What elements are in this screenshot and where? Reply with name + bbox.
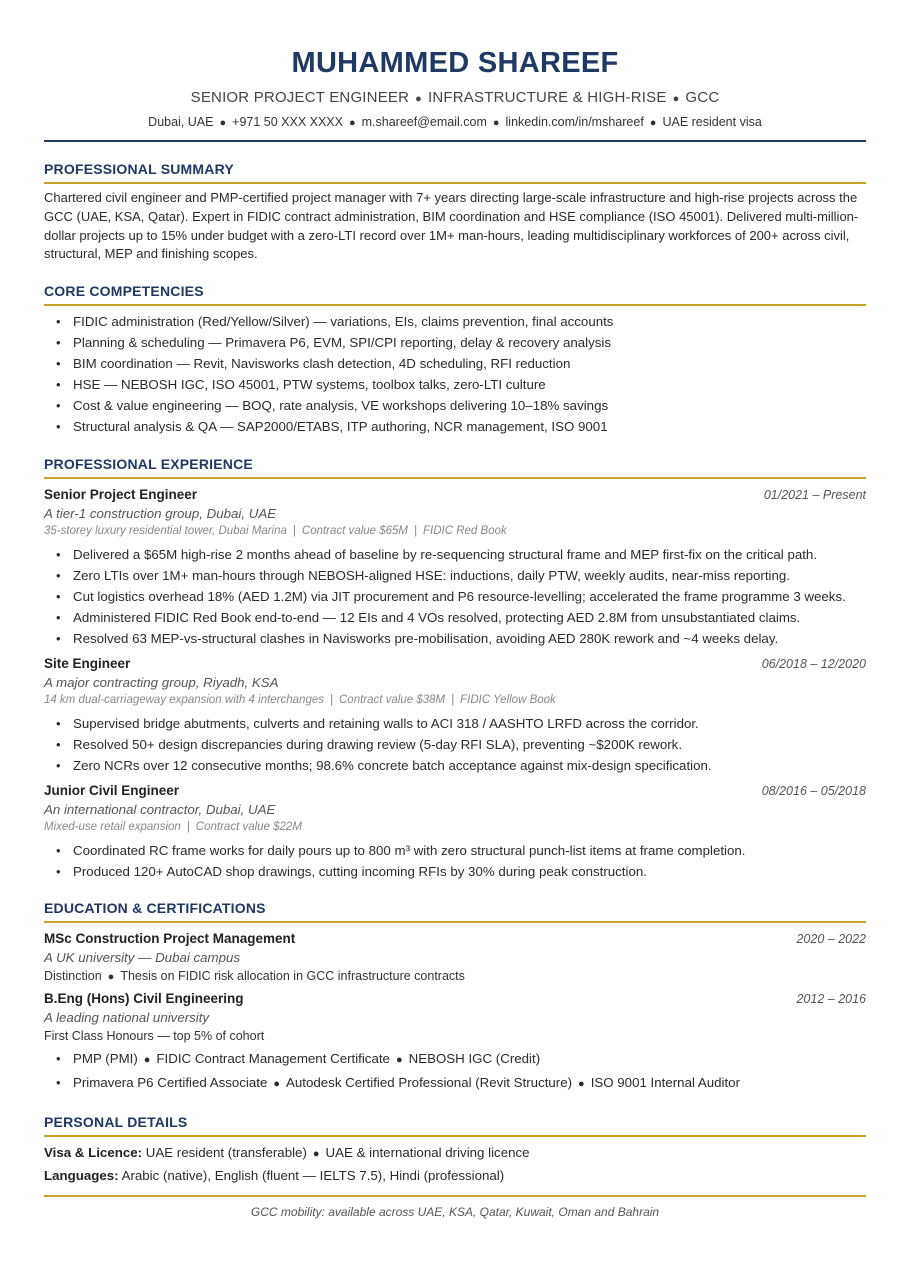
- section-title-competencies: CORE COMPETENCIES: [44, 282, 866, 306]
- separator-dot: ●: [273, 1078, 281, 1091]
- summary-text: Chartered civil engineer and PMP-certified project manager with 7+ years directing large-scale infrastructure and high-rise projects across the GCC (UAE, KSA, Qatar). Expert in FIDIC contract administration, BIM coordination and HSE compliance (ISO 45001). Delivered multi-million-dollar projects up to 15% under budget with a zero-LTI record over 1M+ man-hours, leading multidisciplinary workforces of 200+ across civil, structural, MEP and finishing scopes.: [44, 190, 859, 262]
- section-title-education: EDUCATION & CERTIFICATIONS: [44, 899, 866, 923]
- certification: FIDIC Contract Management Certificate: [156, 1051, 390, 1067]
- job-meta-project: 14 km dual-carriageway expansion with 4 interchanges: [44, 694, 324, 707]
- separator-pipe: |: [292, 525, 296, 538]
- job-entry: [44, 654, 866, 775]
- degree-notes: [44, 967, 866, 987]
- job-dates: 06/2018 – 12/2020: [761, 657, 866, 672]
- job-bullets: [44, 841, 866, 881]
- separator-dot: ●: [649, 117, 657, 129]
- job-meta: [44, 523, 866, 540]
- job-bullets: [44, 714, 866, 775]
- separator-pipe: |: [414, 525, 418, 538]
- degree-note: First Class Honours — top 5% of cohort: [44, 1029, 265, 1044]
- certification: Primavera P6 Certified Associate: [73, 1075, 268, 1091]
- separator-dot: ●: [578, 1078, 585, 1091]
- list-item: [44, 1072, 866, 1095]
- job-header: [44, 654, 866, 673]
- separator-pipe: |: [451, 694, 455, 707]
- list-item: • Produced 120+ AutoCAD shop drawings, cutting incoming RFIs by 30% during peak construction.: [44, 862, 866, 881]
- list-item: [44, 1048, 866, 1071]
- degree-note: Distinction: [44, 969, 102, 984]
- list-item: • Delivered a $65M high-rise 2 months ahead of baseline by re-sequencing structural frame and MEP first-fix on the critical path.: [44, 545, 866, 564]
- separator-pipe: |: [330, 694, 333, 707]
- certification: PMP (PMI): [73, 1051, 138, 1067]
- contact-phone: +971 50 XXX XXXX: [232, 115, 343, 129]
- languages-label: Languages:: [44, 1168, 119, 1184]
- degree-note: Thesis on FIDIC risk allocation in GCC infrastructure contracts: [120, 969, 465, 984]
- tagline-role: SENIOR PROJECT ENGINEER: [190, 89, 410, 106]
- job-header: [44, 781, 866, 800]
- degree-dates: 2012 – 2016: [796, 992, 866, 1007]
- section-title-personal: PERSONAL DETAILS: [44, 1113, 866, 1137]
- job-entry: [44, 781, 866, 881]
- visa-item: UAE resident (transferable): [145, 1145, 307, 1161]
- separator-dot: ●: [219, 117, 227, 129]
- separator-dot: ●: [415, 93, 423, 105]
- certification: Autodesk Certified Professional (Revit Structure): [286, 1075, 573, 1091]
- job-entry: [44, 485, 866, 648]
- degree-notes: [44, 1027, 866, 1046]
- certification: ISO 9001 Internal Auditor: [590, 1075, 741, 1091]
- resume-page: [44, 0, 866, 1219]
- job-dates: 01/2021 – Present: [763, 488, 866, 503]
- job-title: Senior Project Engineer: [44, 487, 198, 503]
- languages-row: [44, 1165, 866, 1186]
- list-item: • Cut logistics overhead 18% (AED 1.2M) via JIT procurement and P6 resource-levelling; accelerated the frame programme 3 weeks.: [44, 587, 866, 606]
- section-title-experience: PROFESSIONAL EXPERIENCE: [44, 455, 866, 479]
- job-bullets: [44, 545, 866, 648]
- separator-dot: ●: [107, 971, 115, 984]
- job-meta-value: Contract value $65M: [301, 525, 409, 538]
- degree-entry: [44, 929, 866, 987]
- list-item: • Administered FIDIC Red Book end-to-end — 12 EIs and 4 VOs resolved, protecting AED 2.8M from unsubstantiated claims.: [44, 608, 866, 627]
- degree-entry: [44, 989, 866, 1046]
- job-dates: 08/2016 – 05/2018: [761, 784, 866, 799]
- certification: NEBOSH IGC (Credit): [408, 1051, 541, 1067]
- separator-dot: ●: [143, 1054, 151, 1067]
- list-item: • Cost & value engineering — BOQ, rate analysis, VE workshops delivering 10–18% savings: [44, 395, 866, 416]
- separator-dot: ●: [672, 93, 680, 105]
- visa-label: Visa & Licence:: [44, 1145, 143, 1161]
- contact-line: [44, 113, 866, 132]
- list-item: • BIM coordination — Revit, Navisworks clash detection, 4D scheduling, RFI reduction: [44, 353, 866, 374]
- competencies-list: [44, 311, 866, 437]
- section-title-summary: PROFESSIONAL SUMMARY: [44, 160, 866, 184]
- separator-dot: ●: [348, 117, 356, 129]
- tagline: [44, 88, 866, 109]
- contact-visa: UAE resident visa: [662, 115, 762, 129]
- contact-linkedin: linkedin.com/in/mshareef: [505, 115, 644, 129]
- contact-location: Dubai, UAE: [148, 115, 214, 129]
- tagline-region: GCC: [685, 89, 720, 106]
- list-item: • Supervised bridge abutments, culverts and retaining walls to ACI 318 / AASHTO LRFD across the corridor.: [44, 714, 866, 733]
- list-item: • Planning & scheduling — Primavera P6, EVM, SPI/CPI reporting, delay & recovery analysis: [44, 332, 866, 353]
- list-item: • Resolved 63 MEP-vs-structural clashes in Navisworks pre-mobilisation, avoiding AED 280K rework and ~4 weeks delay.: [44, 629, 866, 648]
- list-item: • Coordinated RC frame works for daily pours up to 800 m³ with zero structural punch-list items at frame completion.: [44, 841, 866, 860]
- certifications-list: [44, 1048, 866, 1095]
- job-meta-value: Contract value $22M: [195, 821, 302, 834]
- contact-email: m.shareef@email.com: [361, 115, 487, 129]
- job-meta-contract: FIDIC Red Book: [423, 525, 507, 538]
- job-meta-project: Mixed-use retail expansion: [44, 821, 181, 834]
- header-divider: [44, 140, 866, 142]
- degree-header: [44, 989, 866, 1008]
- list-item: • Zero NCRs over 12 consecutive months; 98.6% concrete batch acceptance against mix-design specification.: [44, 756, 866, 775]
- footer-note: GCC mobility: available across UAE, KSA, Qatar, Kuwait, Oman and Bahrain: [250, 1205, 660, 1220]
- visa-item: UAE & international driving licence: [325, 1145, 530, 1161]
- list-item: • FIDIC administration (Red/Yellow/Silver) — variations, EIs, claims prevention, final accounts: [44, 311, 866, 332]
- job-meta: [44, 819, 866, 836]
- separator-dot: ●: [492, 117, 500, 129]
- footer-divider: [44, 1195, 866, 1197]
- list-item: • Resolved 50+ design discrepancies during drawing review (5-day RFI SLA), preventing ~$200K rework.: [44, 735, 866, 754]
- job-title: Junior Civil Engineer: [44, 783, 180, 799]
- job-meta-project: 35-storey luxury residential tower, Dubai Marina: [44, 525, 287, 538]
- separator-dot: ●: [312, 1148, 320, 1161]
- job-company: A major contracting group, Riyadh, KSA: [44, 675, 279, 691]
- visa-row: [44, 1142, 866, 1165]
- degree-title: MSc Construction Project Management: [44, 931, 296, 947]
- degree-institution: A UK university — Dubai campus: [44, 950, 241, 966]
- candidate-name: MUHAMMED SHAREEF: [291, 47, 619, 79]
- list-item: • Structural analysis & QA — SAP2000/ETABS, ITP authoring, NCR management, ISO 9001: [44, 416, 866, 437]
- job-meta-contract: FIDIC Yellow Book: [460, 694, 556, 707]
- job-meta: [44, 692, 866, 709]
- list-item: • HSE — NEBOSH IGC, ISO 45001, PTW systems, toolbox talks, zero-LTI culture: [44, 374, 866, 395]
- job-company: An international contractor, Dubai, UAE: [44, 802, 276, 818]
- degree-header: [44, 929, 866, 948]
- job-meta-value: Contract value $38M: [339, 694, 446, 707]
- job-title: Site Engineer: [44, 656, 131, 672]
- tagline-sector: INFRASTRUCTURE & HIGH-RISE: [428, 89, 667, 106]
- languages-value: Arabic (native), English (fluent — IELTS 7.5), Hindi (professional): [121, 1168, 505, 1184]
- job-company: A tier-1 construction group, Dubai, UAE: [44, 506, 277, 522]
- list-item: • Zero LTIs over 1M+ man-hours through NEBOSH-aligned HSE: inductions, daily PTW, weekly audits, near-miss reporting.: [44, 566, 866, 585]
- job-header: [44, 485, 866, 504]
- separator-pipe: |: [186, 821, 190, 834]
- degree-institution: A leading national university: [44, 1010, 210, 1026]
- degree-title: B.Eng (Hons) Civil Engineering: [44, 991, 244, 1007]
- separator-dot: ●: [395, 1054, 403, 1067]
- degree-dates: 2020 – 2022: [796, 932, 866, 947]
